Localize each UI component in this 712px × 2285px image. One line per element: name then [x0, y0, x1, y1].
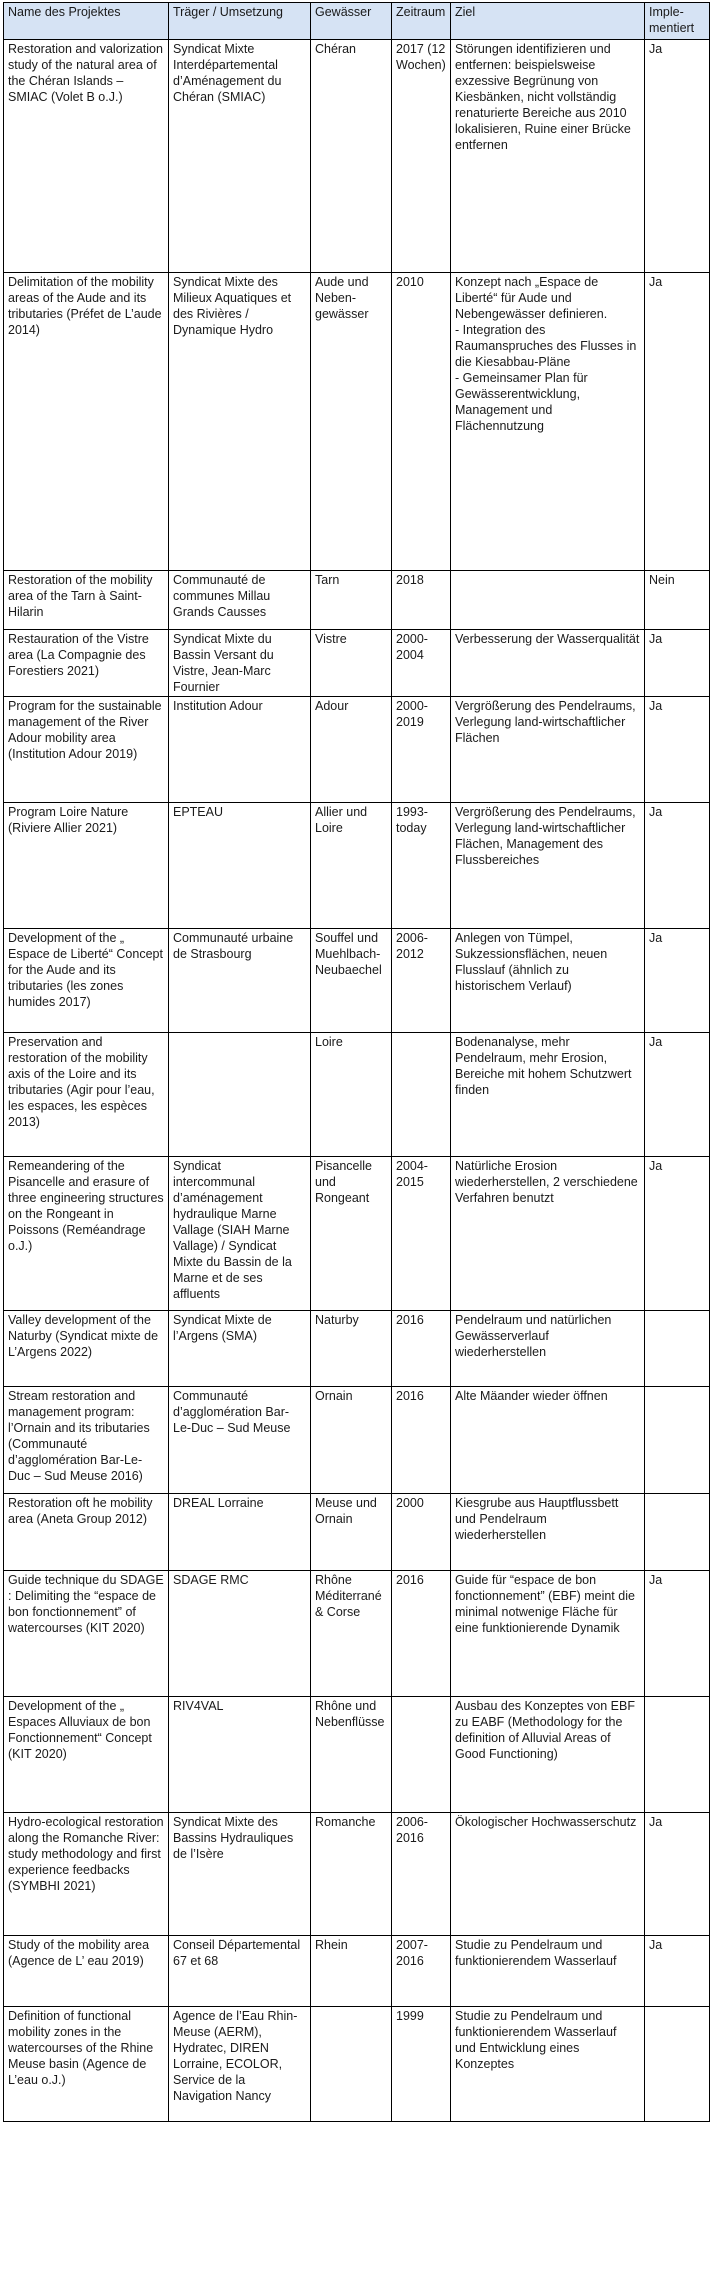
implemented-cell [645, 1697, 710, 1813]
table-row [4, 1311, 710, 1387]
header-implemented: Imple- mentiert [645, 3, 710, 40]
project-name-cell: Program for the sustainable management of the River Adour mobility area (Institution Adour 2019) [4, 697, 169, 803]
water-body-cell: Vistre [311, 630, 392, 697]
sponsor-cell: EPTEAU [169, 803, 311, 929]
header-goal: Ziel [451, 3, 645, 40]
project-name-cell: Stream restoration and management program: l’Ornain and its tributaries (Communauté d’agglomération Bar-Le-Duc – Sud Meuse 2016) [4, 1387, 169, 1494]
implemented-cell: Ja [645, 803, 710, 929]
table-row [4, 1033, 710, 1157]
implemented-cell: Ja [645, 1571, 710, 1697]
period-cell: 2000-2019 [392, 697, 451, 803]
implemented-cell: Ja [645, 1157, 710, 1311]
project-name-cell: Program Loire Nature (Riviere Allier 2021) [4, 803, 169, 929]
period-cell: 2004-2015 [392, 1157, 451, 1311]
header-row [4, 3, 710, 40]
water-body-cell: Loire [311, 1033, 392, 1157]
period-cell: 2016 [392, 1571, 451, 1697]
sponsor-cell: RIV4VAL [169, 1697, 311, 1813]
implemented-cell: Ja [645, 40, 710, 273]
water-body-cell: Ornain [311, 1387, 392, 1494]
water-body-cell: Pisancelle und Rongeant [311, 1157, 392, 1311]
sponsor-cell: Syndicat Mixte des Bassins Hydrauliques de l’Isère [169, 1813, 311, 1936]
table-row [4, 1494, 710, 1571]
goal-cell: Pendelraum und natürlichen Gewässerverlauf wiederherstellen [451, 1311, 645, 1387]
project-name-cell: Study of the mobility area (Agence de L’ eau 2019) [4, 1936, 169, 2007]
project-name-cell: Development of the „ Espace de Liberté“ Concept for the Aude and its tributaries (les zones humides 2017) [4, 929, 169, 1033]
projects-table [3, 2, 710, 2122]
water-body-cell: Aude und Neben-gewässer [311, 273, 392, 571]
period-cell: 2006-2012 [392, 929, 451, 1033]
project-name-cell: Valley development of the Naturby (Syndicat mixte de L’Argens 2022) [4, 1311, 169, 1387]
header-period: Zeitraum [392, 3, 451, 40]
project-name-cell: Delimitation of the mobility areas of the Aude and its tributaries (Préfet de L’aude 2014) [4, 273, 169, 571]
sponsor-cell: Communauté de communes Millau Grands Causses [169, 571, 311, 630]
goal-cell: Störungen identifizieren und entfernen: beispielsweise exzessive Begrünung von Kiesbänken, nicht vollständig renaturierte Bereiche aus 2010 lokalisieren, Ruine einer Brücke entfernen [451, 40, 645, 273]
water-body-cell: Naturby [311, 1311, 392, 1387]
header-project-name: Name des Projektes [4, 3, 169, 40]
implemented-cell [645, 1494, 710, 1571]
period-cell: 2000 [392, 1494, 451, 1571]
goal-cell: Vergrößerung des Pendelraums, Verlegung land-wirtschaftlicher Flächen [451, 697, 645, 803]
period-cell: 2006-2016 [392, 1813, 451, 1936]
period-cell [392, 1697, 451, 1813]
water-body-cell: Adour [311, 697, 392, 803]
goal-cell: Studie zu Pendelraum und funktionierendem Wasserlauf [451, 1936, 645, 2007]
sponsor-cell: Syndicat Mixte de l’Argens (SMA) [169, 1311, 311, 1387]
table-row [4, 697, 710, 803]
sponsor-cell: Syndicat Mixte Interdépartemental d’Aménagement du Chéran (SMIAC) [169, 40, 311, 273]
table-row [4, 571, 710, 630]
table-row [4, 1387, 710, 1494]
project-name-cell: Guide technique du SDAGE : Delimiting the “espace de bon fonctionnement” of watercourses (KIT 2020) [4, 1571, 169, 1697]
goal-cell: Konzept nach „Espace de Liberté“ für Aude und Nebengewässer definieren. - Integration des Raumanspruches des Flusses in die Kiesabbau-Pläne - Gemeinsamer Plan für Gewässerentwicklung, Management und Flächennutzung [451, 273, 645, 571]
sponsor-cell: SDAGE RMC [169, 1571, 311, 1697]
period-cell: 2010 [392, 273, 451, 571]
implemented-cell: Ja [645, 697, 710, 803]
implemented-cell: Ja [645, 273, 710, 571]
goal-cell: Anlegen von Tümpel, Sukzessionsflächen, neuen Flusslauf (ähnlich zu historischem Verlauf) [451, 929, 645, 1033]
goal-cell: Ökologischer Hochwasserschutz [451, 1813, 645, 1936]
implemented-cell: Ja [645, 1813, 710, 1936]
goal-cell: Ausbau des Konzeptes von EBF zu EABF (Methodology for the definition of Alluvial Areas of Good Functioning) [451, 1697, 645, 1813]
goal-cell: Bodenanalyse, mehr Pendelraum, mehr Erosion, Bereiche mit hohem Schutzwert finden [451, 1033, 645, 1157]
implemented-cell: Ja [645, 929, 710, 1033]
sponsor-cell: Syndicat intercommunal d’aménagement hydraulique Marne Vallage (SIAH Marne Vallage) / Syndicat Mixte du Bassin de la Marne et de ses affluents [169, 1157, 311, 1311]
table-row [4, 2007, 710, 2122]
period-cell: 2018 [392, 571, 451, 630]
project-name-cell: Remeandering of the Pisancelle and erasure of three engineering structures on the Rongeant in Poissons (Reméandrage o.J.) [4, 1157, 169, 1311]
table-row [4, 929, 710, 1033]
project-name-cell: Restoration of the mobility area of the Tarn à Saint-Hilarin [4, 571, 169, 630]
water-body-cell: Souffel und Muehlbach-Neubaechel [311, 929, 392, 1033]
implemented-cell: Ja [645, 1033, 710, 1157]
goal-cell: Studie zu Pendelraum und funktionierendem Wasserlauf und Entwicklung eines Konzeptes [451, 2007, 645, 2122]
project-name-cell: Development of the „ Espaces Alluviaux de bon Fonctionnement“ Concept (KIT 2020) [4, 1697, 169, 1813]
table-row [4, 1813, 710, 1936]
goal-cell: Kiesgrube aus Hauptflussbett und Pendelraum wiederherstellen [451, 1494, 645, 1571]
implemented-cell: Ja [645, 1936, 710, 2007]
table-row [4, 1571, 710, 1697]
project-name-cell: Definition of functional mobility zones in the watercourses of the Rhine Meuse basin (Agence de L’eau o.J.) [4, 2007, 169, 2122]
project-name-cell: Restoration and valorization study of the natural area of the Chéran Islands – SMIAC (Volet B o.J.) [4, 40, 169, 273]
goal-cell [451, 571, 645, 630]
water-body-cell: Meuse und Ornain [311, 1494, 392, 1571]
table-row [4, 803, 710, 929]
goal-cell: Natürliche Erosion wiederherstellen, 2 verschiedene Verfahren benutzt [451, 1157, 645, 1311]
water-body-cell [311, 2007, 392, 2122]
water-body-cell: Rhein [311, 1936, 392, 2007]
period-cell: 2000-2004 [392, 630, 451, 697]
sponsor-cell: Institution Adour [169, 697, 311, 803]
goal-cell: Verbesserung der Wasserqualität [451, 630, 645, 697]
header-sponsor: Träger / Umsetzung [169, 3, 311, 40]
table-row [4, 40, 710, 273]
implemented-cell [645, 1311, 710, 1387]
project-name-cell: Restoration oft he mobility area (Aneta Group 2012) [4, 1494, 169, 1571]
implemented-cell: Nein [645, 571, 710, 630]
sponsor-cell: Communauté d’agglomération Bar-Le-Duc – Sud Meuse [169, 1387, 311, 1494]
header-water-body: Gewässer [311, 3, 392, 40]
implemented-cell [645, 1387, 710, 1494]
sponsor-cell: Syndicat Mixte des Milieux Aquatiques et des Rivières / Dynamique Hydro [169, 273, 311, 571]
sponsor-cell: Conseil Départemental 67 et 68 [169, 1936, 311, 2007]
sponsor-cell: DREAL Lorraine [169, 1494, 311, 1571]
implemented-cell: Ja [645, 630, 710, 697]
table-row [4, 273, 710, 571]
sponsor-cell [169, 1033, 311, 1157]
table-row [4, 1936, 710, 2007]
water-body-cell: Allier und Loire [311, 803, 392, 929]
project-name-cell: Hydro-ecological restoration along the Romanche River: study methodology and first experience feedbacks (SYMBHI 2021) [4, 1813, 169, 1936]
period-cell: 1993-today [392, 803, 451, 929]
sponsor-cell: Agence de l’Eau Rhin-Meuse (AERM), Hydratec, DIREN Lorraine, ECOLOR, Service de la Navigation Nancy [169, 2007, 311, 2122]
sponsor-cell: Syndicat Mixte du Bassin Versant du Vistre, Jean-Marc Fournier [169, 630, 311, 697]
period-cell [392, 1033, 451, 1157]
sponsor-cell: Communauté urbaine de Strasbourg [169, 929, 311, 1033]
table-row [4, 1157, 710, 1311]
period-cell: 2017 (12 Wochen) [392, 40, 451, 273]
water-body-cell: Chéran [311, 40, 392, 273]
period-cell: 2007-2016 [392, 1936, 451, 2007]
table-body [4, 40, 710, 2122]
period-cell: 2016 [392, 1311, 451, 1387]
period-cell: 1999 [392, 2007, 451, 2122]
water-body-cell: Rhône Méditerrané & Corse [311, 1571, 392, 1697]
goal-cell: Vergrößerung des Pendelraums, Verlegung land-wirtschaftlicher Flächen, Management des Flussbereiches [451, 803, 645, 929]
goal-cell: Alte Mäander wieder öffnen [451, 1387, 645, 1494]
project-name-cell: Restauration of the Vistre area (La Compagnie des Forestiers 2021) [4, 630, 169, 697]
implemented-cell [645, 2007, 710, 2122]
table-row [4, 1697, 710, 1813]
water-body-cell: Tarn [311, 571, 392, 630]
water-body-cell: Rhône und Nebenflüsse [311, 1697, 392, 1813]
table-row [4, 630, 710, 697]
project-name-cell: Preservation and restoration of the mobility axis of the Loire and its tributaries (Agir pour l’eau, les espaces, les espèces 2013) [4, 1033, 169, 1157]
period-cell: 2016 [392, 1387, 451, 1494]
goal-cell: Guide für “espace de bon fonctionnement” (EBF) meint die minimal notwenige Fläche für eine funktionierende Dynamik [451, 1571, 645, 1697]
water-body-cell: Romanche [311, 1813, 392, 1936]
